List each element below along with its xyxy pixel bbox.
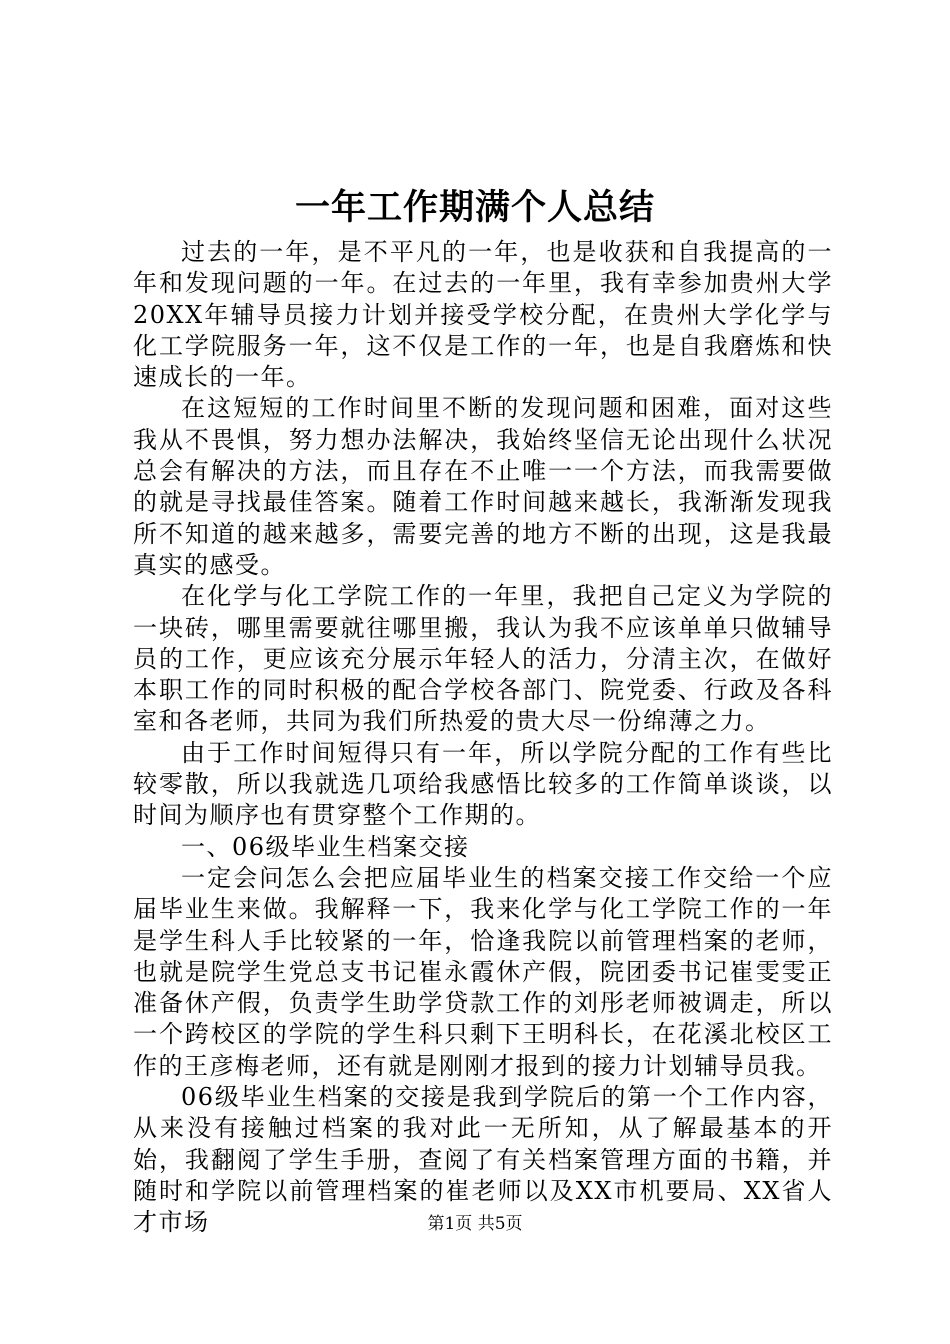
document-body: [133, 237, 833, 1239]
page-footer: 第1页 共5页: [427, 1214, 523, 1234]
paragraph: 在化学与化工学院工作的一年里，我把自己定义为学院的一块砖，哪里需要就往哪里搬，我认为我不应该单单只做辅导员的工作，更应该充分展示年轻人的活力，分清主次，在做好本职工作的同时积极的配合学校各部门、院党委、行政及各科室和各老师，共同为我们所热爱的贵大尽一份绵薄之力。: [133, 582, 833, 736]
paragraph: 06级毕业生档案的交接是我到学院后的第一个工作内容，从来没有接触过档案的我对此一无所知，从了解最基本的开始，我翻阅了学生手册，查阅了有关档案管理方面的书籍，并随时和学院以前管理档案的崔老师以及XX市机要局、XX省人才市场: [133, 1083, 833, 1237]
paragraph: 过去的一年，是不平凡的一年，也是收获和自我提高的一年和发现问题的一年。在过去的一年里，我有幸参加贵州大学20XX年辅导员接力计划并接受学校分配，在贵州大学化学与化工学院服务一年，这不仅是工作的一年，也是自我磨炼和快速成长的一年。: [133, 238, 833, 392]
document-title: 一年工作期满个人总结: [294, 187, 655, 228]
section-heading: 一、06级毕业生档案交接: [181, 832, 470, 861]
paragraph: 由于工作时间短得只有一年，所以学院分配的工作有些比较零散，所以我就选几项给我感悟比较多的工作简单谈谈，以时间为顺序也有贯穿整个工作期的。: [133, 738, 833, 830]
paragraph: 一定会问怎么会把应届毕业生的档案交接工作交给一个应届毕业生来做。我解释一下，我来化学与化工学院工作的一年是学生科人手比较紧的一年，恰逢我院以前管理档案的老师，也就是院学生党总支书记崔永霞休产假，院团委书记崔雯雯正准备休产假，负责学生助学贷款工作的刘彤老师被调走，所以一个跨校区的学院的学生科只剩下王明科长，在花溪北校区工作的王彦梅老师，还有就是刚刚才报到的接力计划辅导员我。: [133, 863, 833, 1080]
paragraph: 在这短短的工作时间里不断的发现问题和困难，面对这些我从不畏惧，努力想办法解决，我始终坚信无论出现什么状况总会有解决的方法，而且存在不止唯一一个方法，而我需要做的就是寻找最佳答案。随着工作时间越来越长，我渐渐发现我所不知道的越来越多，需要完善的地方不断的出现，这是我最真实的感受。: [133, 394, 833, 579]
